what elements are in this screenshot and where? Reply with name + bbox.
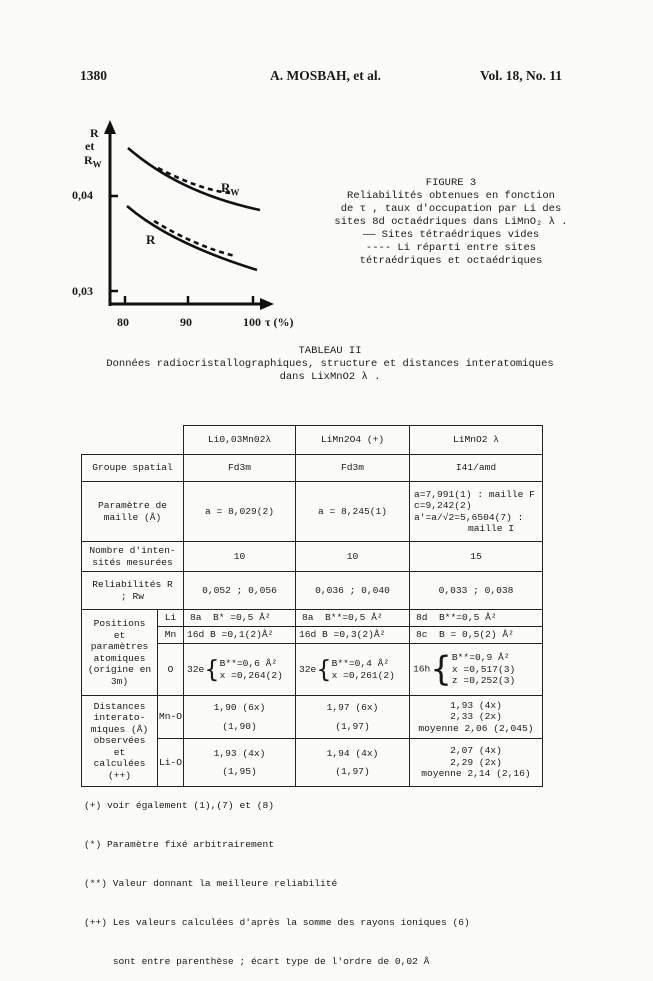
caption-line: tétraédriques et octaédriques — [359, 255, 543, 267]
table-cell: 0,033 ; 0,038 — [410, 572, 543, 610]
caption-line: sites 8d octaédriques dans LiMnO₂ λ . — [334, 216, 568, 228]
x-axis-arrow — [260, 298, 274, 310]
curve-rw-solid — [128, 148, 260, 210]
row-label: Distances interato- miques (Å) observées et calculées (++) — [82, 696, 158, 787]
curve-label-rw: $R_W$ — [221, 180, 240, 198]
table-cell: 10 — [296, 542, 410, 572]
table-cell: Fd3m — [296, 455, 410, 482]
atom-label: O — [158, 644, 184, 696]
table-cell: a = 8,029(2) — [184, 482, 296, 542]
x-tick-80: 80 — [117, 315, 129, 329]
footnote: (++) Les valeurs calculées d'après la somme des rayons ioniques (6) — [84, 917, 470, 928]
y-label-r: R — [90, 126, 99, 140]
table-cell: 1,93 (4x) 2,33 (2x) moyenne 2,06 (2,045) — [410, 696, 543, 739]
col-header: LiMnO2 λ — [410, 426, 543, 455]
row-label: Nombre d'inten- sités mesurées — [82, 542, 184, 572]
table-cell: 16d B =0,1(2)Å² — [184, 627, 296, 644]
table-cell: 1,90 (6x) (1,90) — [184, 696, 296, 739]
table-subtitle: Données radiocristallographiques, structure et distances interatomiques — [106, 358, 554, 370]
table-cell: 8a B* =0,5 Å² — [184, 610, 296, 627]
atom-label: Mn — [158, 627, 184, 644]
row-label: Positions et paramètres atomiques (origine en 3m) — [82, 610, 158, 696]
table-cell: 16d B =0,3(2)Å² — [296, 627, 410, 644]
running-head-authors: A. MOSBAH, et al. — [270, 68, 381, 83]
caption-line: —— Sites tétraédriques vides — [362, 229, 540, 241]
x-tick-90: 90 — [180, 315, 192, 329]
table-cell: 2,07 (4x) 2,29 (2x) moyenne 2,14 (2,16) — [410, 739, 543, 787]
x-tick-100: 100 — [243, 315, 261, 329]
table-footnotes — [84, 773, 470, 981]
row-label: Groupe spatial — [82, 455, 184, 482]
table-cell: 10 — [184, 542, 296, 572]
y-tick-004: 0,04 — [72, 188, 93, 202]
x-axis-label: τ (%) — [265, 315, 294, 329]
atom-label: Li — [158, 610, 184, 627]
row-label: Paramètre de maille (Å) — [82, 482, 184, 542]
y-axis-arrow — [104, 120, 116, 134]
table-cell: 0,052 ; 0,056 — [184, 572, 296, 610]
curve-r-dashed — [154, 221, 235, 256]
table-cell: a = 8,245(1) — [296, 482, 410, 542]
table-cell: I41/amd — [410, 455, 543, 482]
table-cell: 1,94 (4x) (1,97) — [296, 739, 410, 787]
atom-label: Mn-O — [158, 696, 184, 739]
curve-label-r: R — [146, 232, 156, 247]
figure-caption — [316, 177, 586, 268]
table-cell: 1,93 (4x) (1,95) — [184, 739, 296, 787]
footnote: sont entre parenthèse ; écart type de l'ordre de 0,02 Å — [84, 956, 430, 967]
caption-line: Reliabilités obtenues en fonction — [347, 190, 555, 202]
table-cell: 32e{ B**=0,4 Å² x =0,261(2) — [296, 644, 410, 696]
caption-title: FIGURE 3 — [425, 177, 477, 189]
col-header: Li0,03Mn02λ — [184, 426, 296, 455]
table-cell: 32e{ B**=0,6 Å² x =0,264(2) — [184, 644, 296, 696]
table-cell: 15 — [410, 542, 543, 572]
table-cell: 1,97 (6x) (1,97) — [296, 696, 410, 739]
y-tick-003: 0,03 — [72, 284, 93, 298]
col-header: LiMn2O4 (+) — [296, 426, 410, 455]
table-cell: 8d B**=0,5 Å² — [410, 610, 543, 627]
table-subtitle-2: dans LixMnO2 λ . — [279, 371, 381, 383]
y-label-rw: $R_W$ — [84, 153, 102, 170]
table-cell: Fd3m — [184, 455, 296, 482]
atom-label: Li-O — [158, 739, 184, 787]
caption-line: ---- Li réparti entre sites — [365, 242, 537, 254]
table-cell: 16h{ B**=0,9 Å² x =0,517(3) z =0,252(3) — [410, 644, 543, 696]
footnote: (+) voir également (1),(7) et (8) — [84, 800, 274, 811]
footnote: (*) Paramètre fixé arbitrairement — [84, 839, 274, 850]
figure-3-graph — [70, 118, 330, 333]
table-heading — [60, 345, 600, 384]
table-cell: 0,036 ; 0,040 — [296, 572, 410, 610]
footnote: (**) Valeur donnant la meilleure reliabilité — [84, 878, 338, 889]
y-label-et: et — [85, 139, 95, 153]
table-cell: 8a B**=0,5 Å² — [296, 610, 410, 627]
table-cell: a=7,991(1) : maille F c=9,242(2) a'=a/√2=5,6504(7) : maille I — [410, 482, 543, 542]
page-number: 1380 — [80, 68, 107, 83]
table-title: TABLEAU II — [298, 345, 362, 357]
caption-line: de τ , taux d'occupation par Li des — [340, 203, 562, 215]
table-ii — [81, 425, 543, 787]
running-head-volume: Vol. 18, No. 11 — [480, 68, 563, 83]
row-label: Reliabilités R ; Rw — [82, 572, 184, 610]
table-cell: 8c B = 0,5(2) Å² — [410, 627, 543, 644]
